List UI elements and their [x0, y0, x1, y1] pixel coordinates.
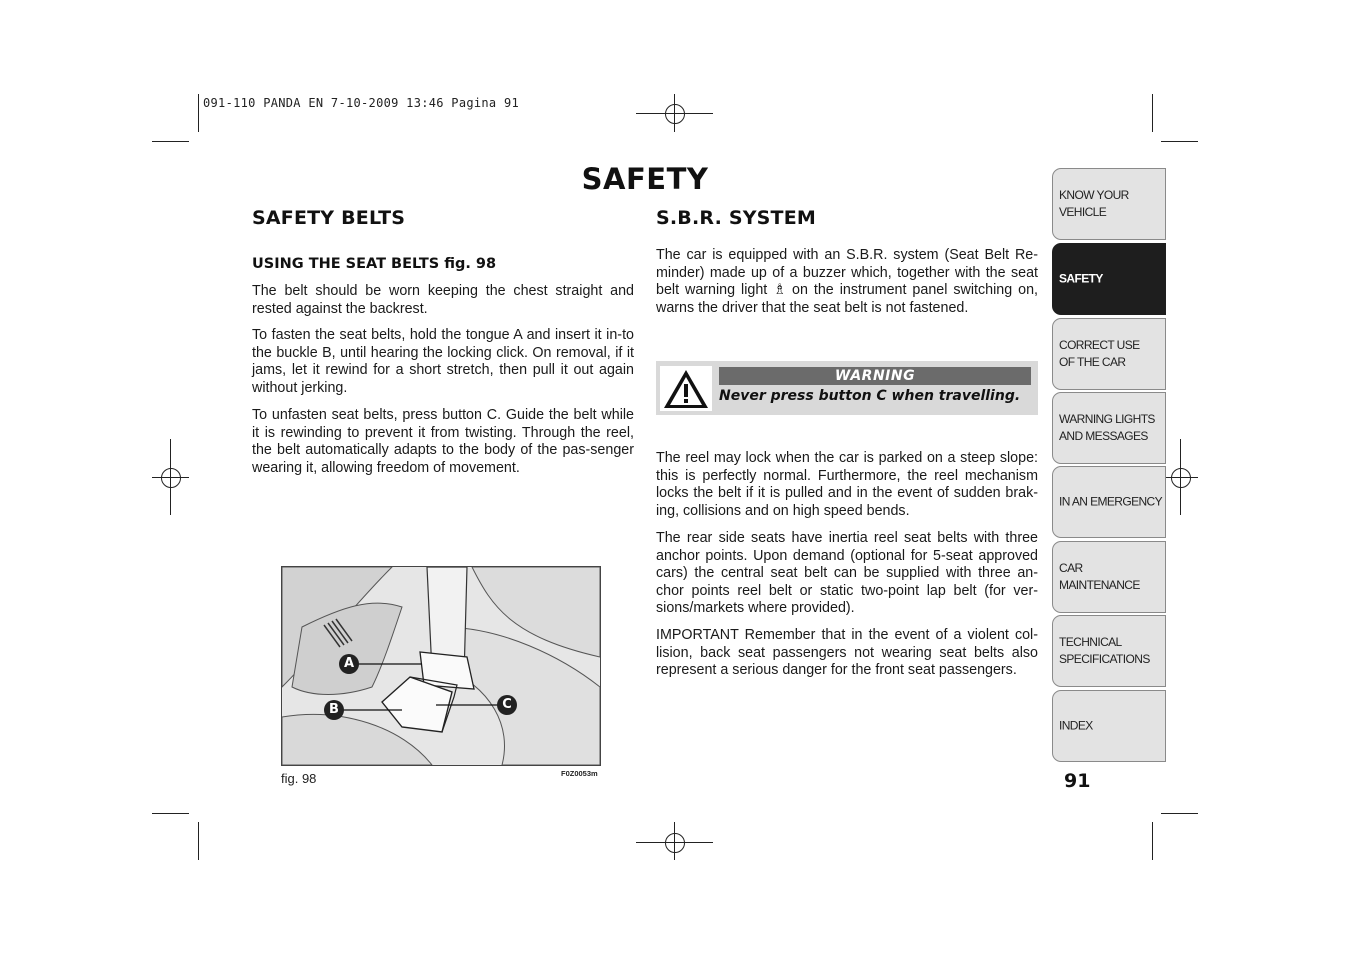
subsection-title-using-seat-belts: USING THE SEAT BELTS fig. 98	[252, 256, 497, 272]
registration-circle	[665, 104, 685, 124]
paragraph: The belt should be worn keeping the chest straight and rested against the backrest.	[252, 283, 634, 317]
crop-mark	[1152, 94, 1153, 132]
figure-code: F0Z0053m	[561, 769, 598, 778]
paragraph: The reel may lock when the car is parked on a steep slope: this is perfectly normal. Furthermore, the reel mechanism locks the belt if it is pulled and in the event of sudden brak-ing, collisions and on high speed bends.	[656, 450, 1038, 519]
registration-circle	[665, 833, 685, 853]
tab-label: KNOW YOUR VEHICLE	[1059, 188, 1129, 219]
warning-header: WARNING	[719, 367, 1031, 385]
paragraph: The car is equipped with an S.B.R. system (Seat Belt Re-minder) made up of a buzzer which, together with the seat belt warning light ♗ on the instrument panel switching on, warns the driver that the seat belt is not fastened.	[656, 247, 1038, 316]
warning-triangle-icon	[660, 366, 712, 411]
warning-box	[656, 361, 1038, 415]
tab-in-an-emergency[interactable]	[1052, 466, 1166, 538]
crop-mark	[152, 141, 189, 142]
figure-caption: fig. 98	[281, 771, 317, 786]
section-title-safety-belts: SAFETY BELTS	[252, 207, 406, 229]
tab-index[interactable]	[1052, 690, 1166, 762]
crop-mark	[198, 822, 199, 860]
registration-circle	[161, 468, 181, 488]
tab-label: CAR MAINTENANCE	[1059, 561, 1140, 592]
paragraph: To unfasten seat belts, press button C. Guide the belt while it is rewinding to prevent it from twisting. Through the reel, the belt automatically adapts to the body of the pas-senger wearing it, allowing freedom of movement.	[252, 407, 634, 476]
page-number: 91	[1064, 770, 1091, 792]
tab-know-your-vehicle[interactable]	[1052, 168, 1166, 240]
warning-text: Never press button C when travelling.	[719, 388, 1021, 404]
paragraph: To fasten the seat belts, hold the tongue A and insert it in-to the buckle B, until hearing the locking click. On removal, if it jams, let it rewind for a short stretch, then pull it out again without jerking.	[252, 327, 634, 396]
tab-technical-specifications[interactable]	[1052, 615, 1166, 687]
tab-label: TECHNICAL SPECIFICATIONS	[1059, 635, 1150, 666]
registration-circle	[1171, 468, 1191, 488]
callout-a: A	[339, 654, 359, 674]
tab-label: INDEX	[1059, 718, 1093, 733]
tab-label: IN AN EMERGENCY	[1059, 494, 1163, 509]
crop-mark	[1161, 141, 1198, 142]
tab-correct-use-of-the-car[interactable]	[1052, 318, 1166, 390]
warning-icon-container	[660, 366, 712, 411]
crop-mark	[198, 94, 199, 132]
chapter-title: SAFETY	[581, 162, 709, 196]
crop-mark	[1161, 813, 1198, 814]
paragraph: IMPORTANT Remember that in the event of a violent col-lision, back seat passengers not wearing seat belts also represent a serious danger for the front seat passengers.	[656, 627, 1038, 679]
seat-belt-illustration	[282, 567, 600, 765]
callout-c: C	[497, 695, 517, 715]
figure-seat-belt-buckle	[281, 566, 601, 766]
tab-label: CORRECT USE OF THE CAR	[1059, 338, 1140, 369]
tab-warning-lights-and-messages[interactable]	[1052, 392, 1166, 464]
crop-mark	[1152, 822, 1153, 860]
printer-slug: 091-110 PANDA EN 7-10-2009 13:46 Pagina 91	[203, 96, 520, 110]
tab-safety[interactable]	[1052, 243, 1166, 315]
section-title-sbr-system: S.B.R. SYSTEM	[656, 207, 816, 229]
crop-mark	[152, 813, 189, 814]
paragraph: The rear side seats have inertia reel seat belts with three anchor points. Upon demand (optional for 5-seat approved cars) the central seat belt can be supplied with three an-chor points reel belt or static two-point lap belt (for ver-sions/markets where provided).	[656, 530, 1038, 617]
tab-label: WARNING LIGHTS AND MESSAGES	[1059, 412, 1155, 443]
callout-b: B	[324, 700, 344, 720]
tab-car-maintenance[interactable]	[1052, 541, 1166, 613]
tab-label: SAFETY	[1059, 271, 1103, 286]
